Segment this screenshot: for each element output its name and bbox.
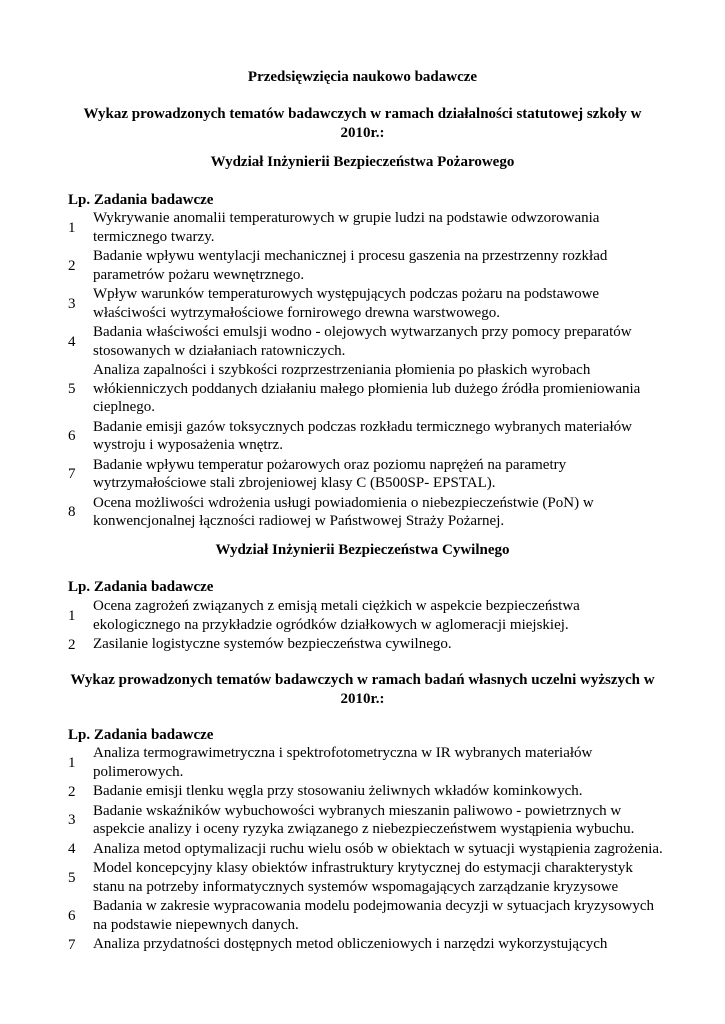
own-research-task-list — [68, 744, 668, 955]
statutory-heading: Wykaz prowadzonych tematów badawczych w ramach działalności statutowej szkoły w 2010r.: — [83, 106, 642, 141]
task-row — [68, 744, 668, 782]
own-research-heading: Wykaz prowadzonych tematów badawczych w ramach badań własnych uczelni wyższych w 2010r.: — [70, 672, 655, 707]
fire-safety-task-list — [68, 209, 668, 532]
task-number: 8 — [68, 504, 76, 521]
task-number: 1 — [68, 754, 76, 771]
task-description: Zasilanie logistyczne systemów bezpieczeństwa cywilnego. — [93, 636, 452, 652]
task-number: 3 — [68, 812, 76, 829]
task-description: Badanie wpływu wentylacji mechanicznej i procesu gaszenia na przestrzenny rozkład parametrów pożaru wewnętrznego. — [93, 248, 608, 283]
task-row — [68, 247, 668, 285]
task-number: 7 — [68, 936, 76, 953]
task-row — [68, 285, 668, 323]
task-description: Ocena zagrożeń związanych z emisją metali ciężkich w aspekcie bezpieczeństwa ekologicznego na przykładzie ogródków działkowych w aglomeracji miejskiej. — [93, 598, 580, 633]
task-number: 6 — [68, 428, 76, 445]
task-description: Badania w zakresie wypracowania modelu podejmowania decyzji w sytuacjach kryzysowych na podstawie niepewnych danych. — [93, 898, 655, 933]
task-row — [68, 840, 668, 860]
task-description: Badania właściwości emulsji wodno - olejowych wytwarzanych przy pomocy preparatów stosowanych w działaniach ratowniczych. — [93, 324, 632, 359]
civil-safety-faculty-title: Wydział Inżynierii Bezpieczeństwa Cywilnego — [215, 542, 510, 558]
task-row — [68, 935, 668, 955]
task-row — [68, 361, 668, 418]
task-row — [68, 209, 668, 247]
own-research-column-header: Lp. Zadania badawcze — [68, 727, 214, 743]
task-number: 5 — [68, 869, 76, 886]
task-number: 2 — [68, 257, 76, 274]
task-row — [68, 597, 668, 635]
document-title: Przedsięwzięcia naukowo badawcze — [247, 69, 478, 85]
task-description: Analiza metod optymalizacji ruchu wielu osób w obiektach w sytuacji wystąpienia zagrożenia. — [93, 840, 663, 857]
civil-safety-task-list — [68, 597, 668, 655]
task-number: 5 — [68, 381, 76, 397]
task-description: Badanie wskaźników wybuchowości wybranych mieszanin paliwowo - powietrznych w aspekcie analizy i oceny ryzyka związanego z niebezpieczeństwem wystąpienia wybuchu. — [93, 802, 635, 837]
task-row — [68, 456, 668, 494]
task-description: Badanie emisji tlenku węgla przy stosowaniu żeliwnych wkładów kominkowych. — [93, 783, 583, 799]
task-row — [68, 897, 668, 935]
task-row — [68, 802, 668, 840]
task-number: 4 — [68, 841, 76, 857]
task-description: Model koncepcyjny klasy obiektów infrastruktury krytycznej do estymacji charakterystyk stanu na potrzeby informatycznych systemów wspomagających zarządzanie kryzysowe — [93, 860, 633, 895]
fire-safety-column-header: Lp. Zadania badawcze — [68, 192, 214, 208]
task-number: 4 — [68, 333, 76, 350]
task-row — [68, 782, 668, 802]
task-row — [68, 323, 668, 361]
task-description: Analiza przydatności dostępnych metod obliczeniowych i narzędzi wykorzystujących — [93, 936, 608, 952]
task-row — [68, 635, 668, 655]
task-description: Ocena możliwości wdrożenia usługi powiadomienia o niebezpieczeństwie (PoN) w konwencjonalnej łączności radiowej w Państwowej Straży Pożarnej. — [93, 494, 594, 529]
task-row — [68, 859, 668, 897]
task-description: Analiza zapalności i szybkości rozprzestrzeniania płomienia po płaskich wyrobach włókienniczych poddanych działaniu małego płomienia lub dużego źródła promieniowania cieplnego. — [93, 362, 641, 415]
task-row — [68, 418, 668, 456]
task-number: 2 — [68, 783, 76, 800]
fire-safety-faculty-title: Wydział Inżynierii Bezpieczeństwa Pożarowego — [210, 154, 515, 170]
task-description: Analiza termograwimetryczna i spektrofotometryczna w IR wybranych materiałów polimerowych. — [93, 745, 593, 780]
task-description: Wpływ warunków temperaturowych występujących podczas pożaru na podstawowe właściwości wytrzymałościowe fornirowego drewna warstwowego. — [93, 286, 600, 321]
task-row — [68, 494, 668, 532]
task-description: Badanie wpływu temperatur pożarowych oraz poziomu naprężeń na parametry wytrzymałościowe stali zbrojeniowej klasy C (B500SP- EPSTAL). — [93, 456, 567, 491]
task-description: Badanie emisji gazów toksycznych podczas rozkładu termicznego wybranych materiałów wystroju i wyposażenia wnętrz. — [93, 418, 632, 453]
task-number: 7 — [68, 466, 76, 483]
task-number: 3 — [68, 295, 76, 312]
task-number: 2 — [68, 636, 76, 653]
task-number: 1 — [68, 219, 76, 236]
task-description: Wykrywanie anomalii temperaturowych w grupie ludzi na podstawie odwzorowania termicznego twarzy. — [93, 210, 600, 245]
task-number: 1 — [68, 607, 76, 624]
civil-safety-column-header: Lp. Zadania badawcze — [68, 579, 214, 595]
task-number: 6 — [68, 907, 76, 924]
